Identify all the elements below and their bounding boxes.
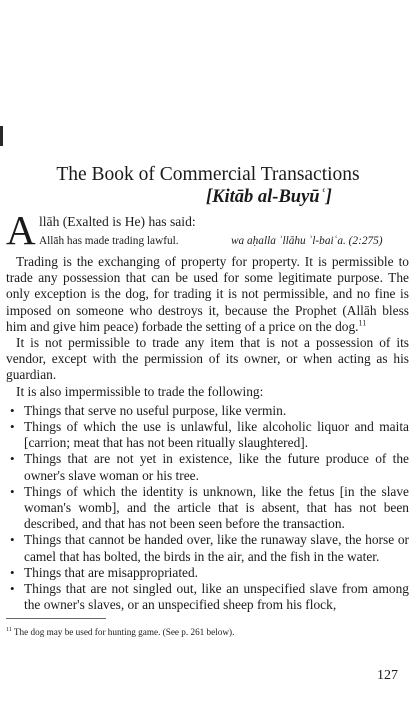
list-item (6, 451, 409, 483)
footnote-number: 11 (6, 626, 12, 633)
list-item (6, 532, 409, 564)
chapter-title: The Book of Commercial Transactions (56, 164, 360, 185)
footnote-text: The dog may be used for hunting game. (See p. 261 below). (13, 627, 235, 637)
list-item-text: Things that are misappropriated. (24, 564, 199, 580)
bullet-icon: • (10, 564, 15, 580)
paragraph: It is also impermissible to trade the following: (16, 383, 264, 399)
footnote (6, 626, 406, 638)
footnote-ref: 11 (358, 318, 367, 328)
list-item-text: Things that are not yet in existence, like the future produce of the owner's slave woman or his tree. (24, 451, 409, 483)
list-item (6, 419, 409, 451)
drop-cap: A (6, 207, 36, 253)
quote-transliteration: wa aḥalla ʾllāhu ʾl-baiʿa. (2:275) (231, 235, 383, 247)
bullet-icon: • (10, 419, 15, 435)
list-item (6, 403, 409, 419)
paragraph-text: Trading is the exchanging of property for property. It is permissible to trade any possession that can be used for some legitimate purpose. The only exception is the dog, for trading it is not permissible, and no fine is imposed on someone who destroys it, because the Prophet (Allāh bless him and give him peace) forbade the setting of a price on the dog. (6, 254, 409, 334)
body-text (6, 254, 409, 613)
bullet-icon: • (10, 483, 15, 499)
page-number: 127 (377, 668, 398, 683)
list-item (6, 565, 409, 581)
bullet-icon: • (10, 581, 15, 597)
bullet-icon: • (10, 402, 15, 418)
list-item (6, 581, 409, 613)
list-item-text: Things that cannot be handed over, like the runaway slave, the horse or camel that has bolted, the birds in the air, and the fish in the water. (24, 532, 409, 564)
bullet-icon: • (10, 532, 15, 548)
list-item-text: Things of which the use is unlawful, like alcoholic liquor and maita [carrion; meat that has not been ritually slaughtered]. (24, 419, 409, 451)
list-item-text: Things of which the identity is unknown, like the fetus [in the slave woman's womb], and the article that is absent, that has not been described, and that has not been seen before the transaction. (24, 483, 409, 532)
page-edge-mark (0, 126, 3, 146)
opening-line: llāh (Exalted is He) has said: (39, 214, 196, 229)
list-item-text: Things that are not singled out, like an unspecified slave from among the owner's slaves, or an unspecified sheep from his flock, (24, 581, 409, 613)
bullet-icon: • (10, 451, 15, 467)
footnote-divider (6, 618, 106, 619)
impermissible-list (6, 403, 409, 614)
list-item-text: Things that serve no useful purpose, like vermin. (24, 402, 287, 418)
list-item (6, 484, 409, 533)
quote-translation: Allāh has made trading lawful. (39, 235, 179, 247)
quranic-quote (39, 234, 409, 248)
paragraph (6, 254, 409, 335)
paragraph: It is not permissible to trade any item that is not a possession of its vendor, except with the permission of its owner, or when acting as his guardian. (6, 335, 409, 383)
chapter-subtitle: [Kitāb al-Buyūʿ] (206, 187, 332, 207)
